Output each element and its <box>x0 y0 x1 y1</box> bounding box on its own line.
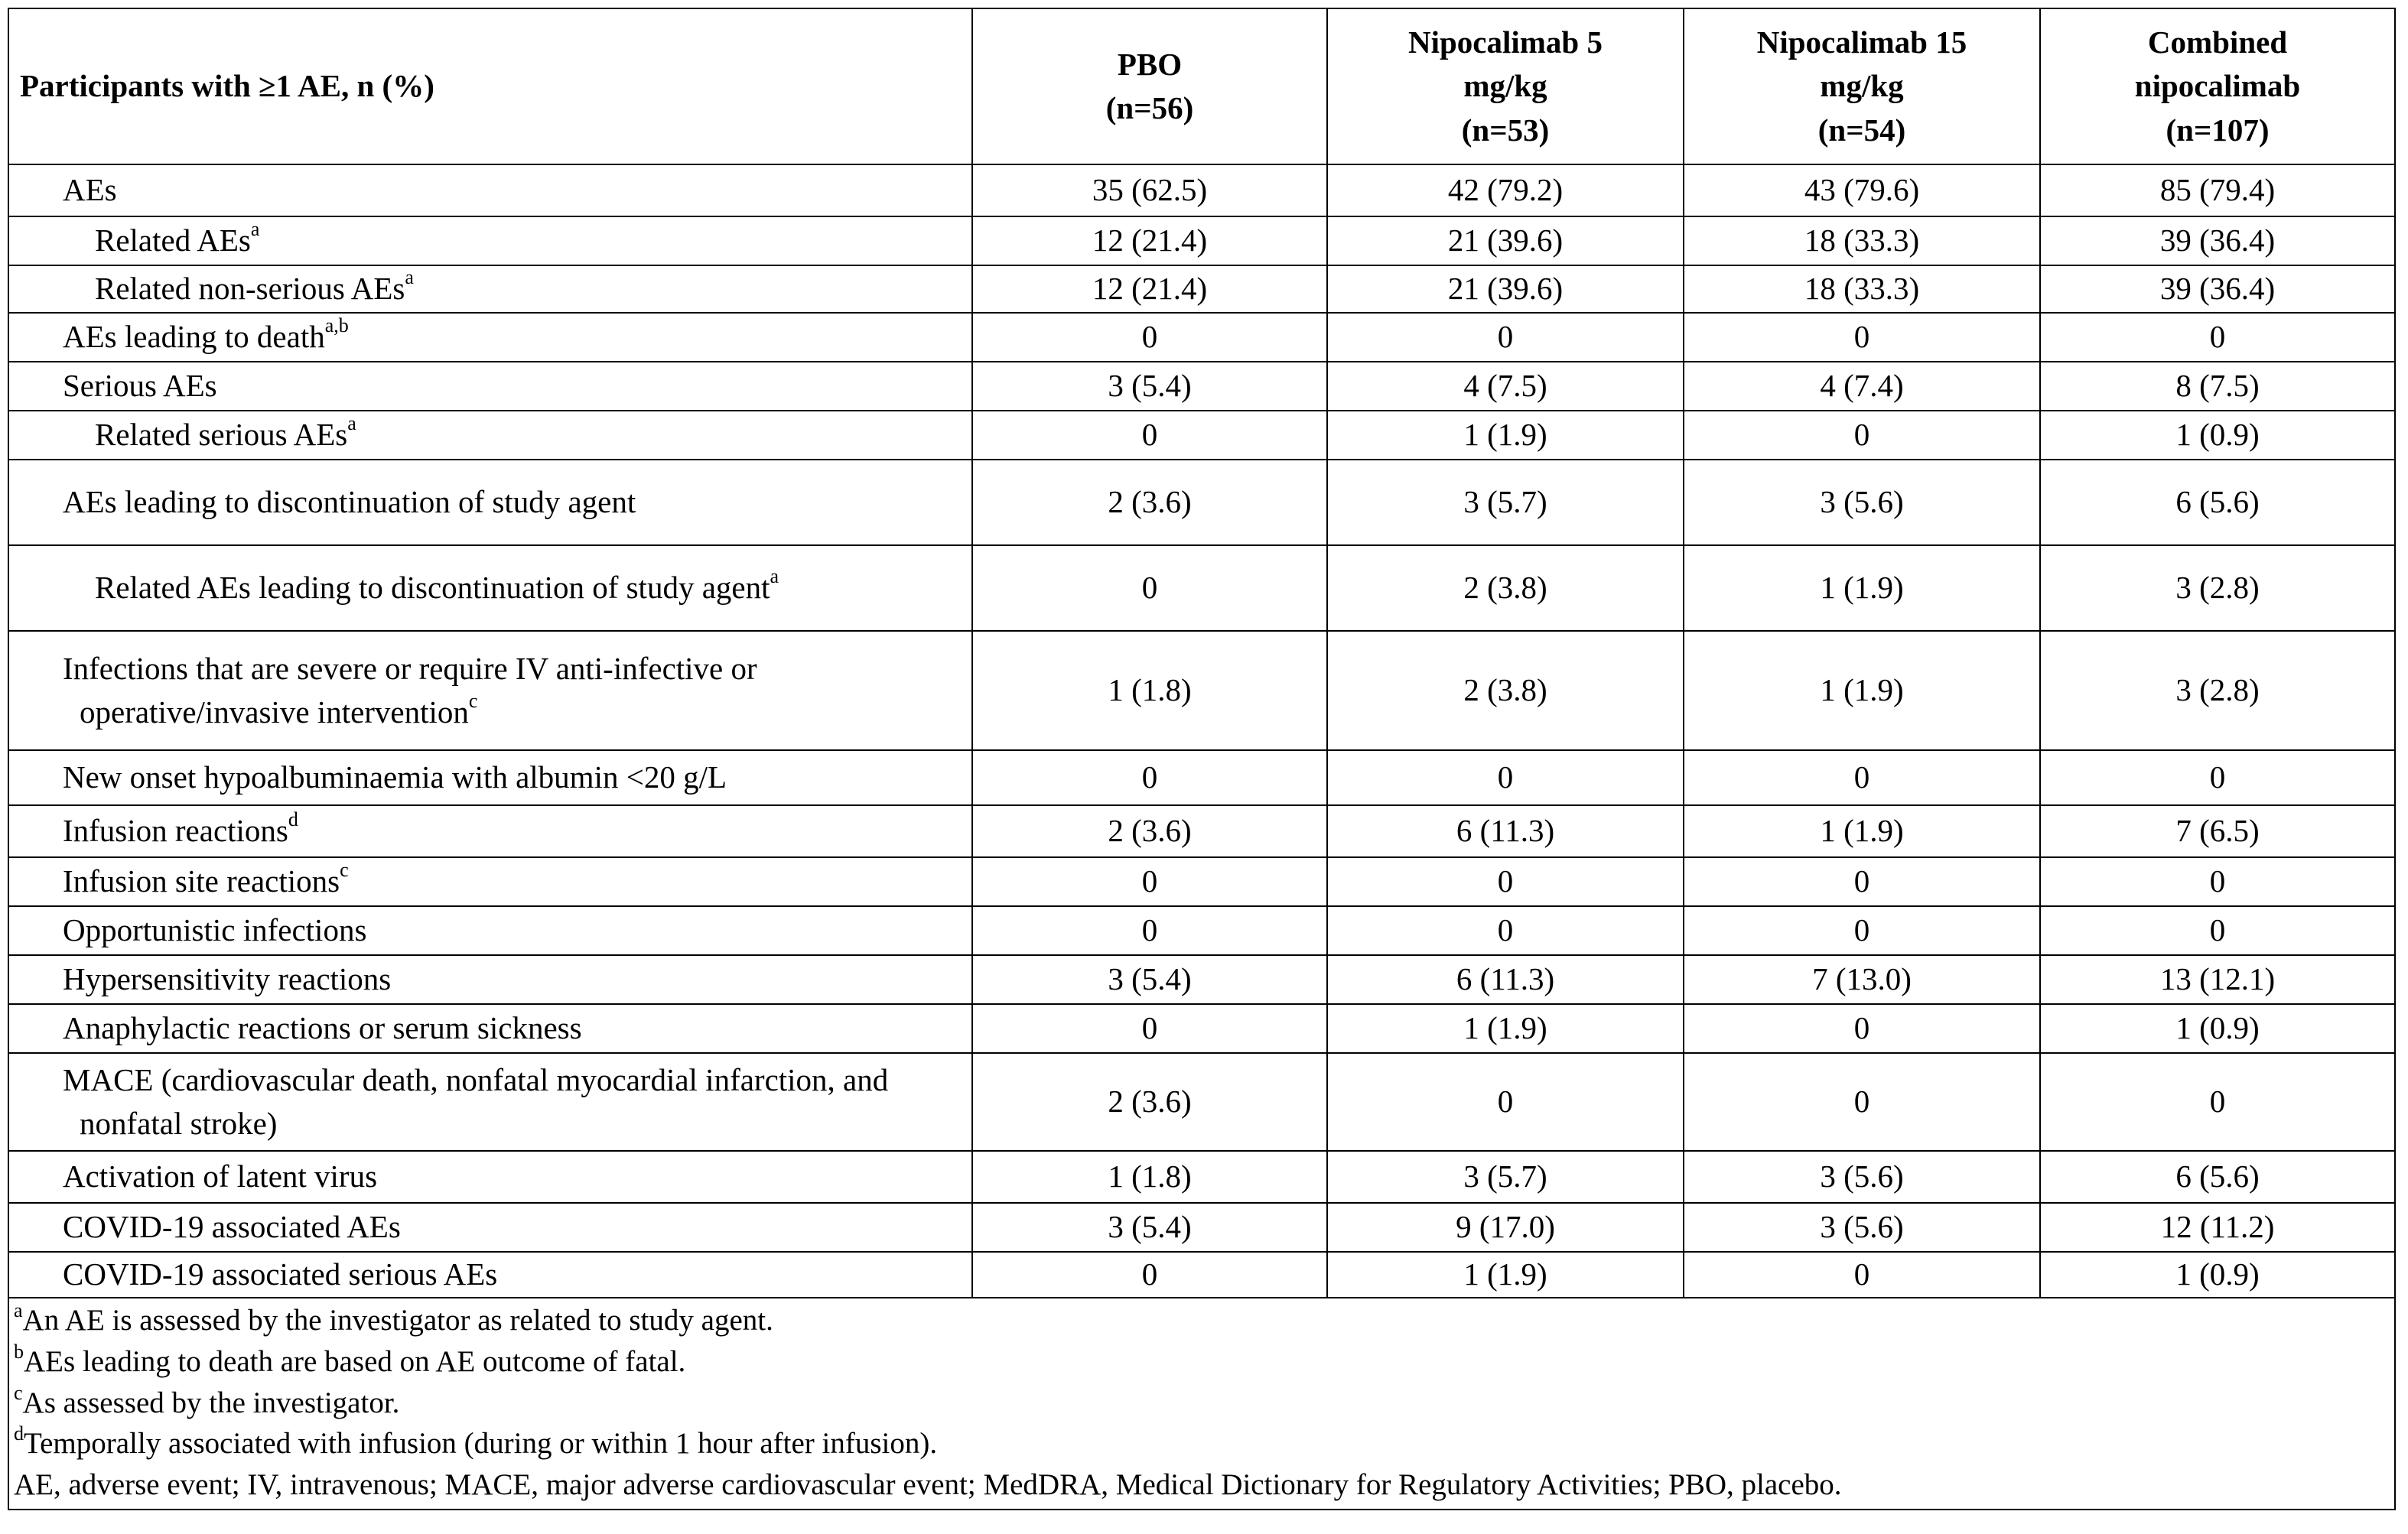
cell-value: 7 (6.5) <box>2040 805 2395 857</box>
footnote-text: Temporally associated with infusion (during or within 1 hour after infusion). <box>24 1427 938 1461</box>
cell-value: 1 (1.8) <box>972 631 1327 750</box>
row-label <box>8 164 972 216</box>
row-label <box>8 857 972 906</box>
table-row <box>8 1252 2395 1298</box>
cell-value: 0 <box>1684 1004 2040 1053</box>
cell-value: 85 (79.4) <box>2040 164 2395 216</box>
cell-value: 0 <box>1684 1252 2040 1298</box>
cell-value: 43 (79.6) <box>1684 164 2040 216</box>
cell-value: 0 <box>972 411 1327 460</box>
cell-value: 3 (5.6) <box>1684 1203 2040 1252</box>
footnote-marker: d <box>288 808 298 831</box>
header-participants: Participants with ≥1 AE, n (%) <box>8 8 972 164</box>
cell-value: 18 (33.3) <box>1684 265 2040 313</box>
header-nipocalimab-5 <box>1327 8 1684 164</box>
row-label-text: Anaphylactic reactions or serum sickness <box>63 1010 582 1046</box>
footnote-marker: d <box>14 1422 24 1445</box>
cell-value: 0 <box>972 857 1327 906</box>
row-label <box>8 460 972 545</box>
cell-value: 2 (3.6) <box>972 460 1327 545</box>
cell-value: 0 <box>1327 313 1684 362</box>
row-label-text: COVID-19 associated AEs <box>63 1209 401 1245</box>
footnote <box>14 1464 2390 1506</box>
cell-value: 18 (33.3) <box>1684 216 2040 265</box>
cell-value: 2 (3.6) <box>972 805 1327 857</box>
table-row <box>8 265 2395 313</box>
footnote-text: AE, adverse event; IV, intravenous; MACE, major adverse cardiovascular event; MedDRA, Medical Dictionary for Regulatory Activities; PBO, placebo. <box>14 1468 1842 1502</box>
footnote-marker: a <box>14 1299 23 1321</box>
header-line: (n=53) <box>1461 112 1550 148</box>
row-label <box>8 362 972 411</box>
footnote-text: As assessed by the investigator. <box>22 1386 400 1419</box>
cell-value: 1 (1.9) <box>1327 411 1684 460</box>
row-label-text: AEs <box>63 172 117 208</box>
row-label-text: Related serious AEs <box>95 417 348 453</box>
row-label-text: Opportunistic infections <box>63 912 367 948</box>
cell-value: 35 (62.5) <box>972 164 1327 216</box>
table-row <box>8 164 2395 216</box>
table-row <box>8 313 2395 362</box>
cell-value: 1 (1.9) <box>1684 631 2040 750</box>
cell-value: 9 (17.0) <box>1327 1203 1684 1252</box>
cell-value: 2 (3.8) <box>1327 545 1684 631</box>
cell-value: 0 <box>1684 1053 2040 1151</box>
row-label-text: Infusion reactions <box>63 813 288 849</box>
cell-value: 0 <box>1684 750 2040 805</box>
footnote-text: An AE is assessed by the investigator as related to study agent. <box>22 1304 773 1337</box>
table-row <box>8 1053 2395 1151</box>
cell-value: 1 (1.9) <box>1684 805 2040 857</box>
cell-value: 0 <box>1684 411 2040 460</box>
cell-value: 13 (12.1) <box>2040 955 2395 1004</box>
header-pbo <box>972 8 1327 164</box>
cell-value: 21 (39.6) <box>1327 265 1684 313</box>
cell-value: 0 <box>2040 857 2395 906</box>
footnote <box>14 1423 2390 1464</box>
cell-value: 12 (21.4) <box>972 216 1327 265</box>
footnote <box>14 1341 2390 1383</box>
footnote-marker: a <box>405 266 414 289</box>
cell-value: 0 <box>1684 313 2040 362</box>
cell-value: 6 (11.3) <box>1327 955 1684 1004</box>
cell-value: 4 (7.4) <box>1684 362 2040 411</box>
row-label-text: AEs leading to discontinuation of study agent <box>63 484 636 520</box>
header-line: Combined <box>2147 24 2288 60</box>
header-line: (n=54) <box>1817 112 1906 148</box>
cell-value: 8 (7.5) <box>2040 362 2395 411</box>
row-label-text: New onset hypoalbuminaemia with albumin <20 g/L <box>63 759 727 795</box>
header-line: nipocalimab <box>2134 68 2301 104</box>
row-label <box>8 1004 972 1053</box>
row-label <box>8 313 972 362</box>
cell-value: 12 (21.4) <box>972 265 1327 313</box>
row-label-text: Infections that are severe or require IV anti-infective or operative/invasive intervention <box>63 650 757 730</box>
cell-value: 1 (0.9) <box>2040 411 2395 460</box>
header-nipocalimab-15 <box>1684 8 2040 164</box>
cell-value: 0 <box>1327 750 1684 805</box>
row-label <box>8 750 972 805</box>
row-label-text: COVID-19 associated serious AEs <box>63 1256 498 1292</box>
footnote-marker: a <box>250 218 260 241</box>
cell-value: 0 <box>972 750 1327 805</box>
row-label <box>8 955 972 1004</box>
cell-value: 39 (36.4) <box>2040 265 2395 313</box>
table-row <box>8 1203 2395 1252</box>
cell-value: 3 (5.7) <box>1327 1151 1684 1203</box>
header-line: PBO <box>1117 46 1183 82</box>
footnote-marker: c <box>340 859 349 882</box>
cell-value: 12 (11.2) <box>2040 1203 2395 1252</box>
footnote-marker: c <box>468 690 478 712</box>
header-line: mg/kg <box>1820 68 1904 104</box>
row-label-text: Related non-serious AEs <box>95 271 405 307</box>
row-label-text: Infusion site reactions <box>63 863 340 899</box>
footnote <box>14 1383 2390 1424</box>
row-label-text: Activation of latent virus <box>63 1159 378 1194</box>
cell-value: 21 (39.6) <box>1327 216 1684 265</box>
row-label-text: Related AEs leading to discontinuation of study agent <box>95 570 770 606</box>
table-row <box>8 805 2395 857</box>
cell-value: 7 (13.0) <box>1684 955 2040 1004</box>
header-line: Nipocalimab 5 <box>1408 24 1603 60</box>
cell-value: 6 (5.6) <box>2040 460 2395 545</box>
cell-value: 3 (5.7) <box>1327 460 1684 545</box>
cell-value: 3 (5.6) <box>1684 460 2040 545</box>
cell-value: 1 (1.9) <box>1327 1252 1684 1298</box>
row-label-text: Hypersensitivity reactions <box>63 961 392 997</box>
table-row <box>8 1151 2395 1203</box>
table-row <box>8 906 2395 955</box>
row-label <box>8 265 972 313</box>
cell-value: 0 <box>972 1004 1327 1053</box>
row-label-text: MACE (cardiovascular death, nonfatal myocardial infarction, and nonfatal stroke) <box>63 1061 889 1141</box>
cell-value: 1 (1.9) <box>1684 545 2040 631</box>
cell-value: 3 (2.8) <box>2040 545 2395 631</box>
cell-value: 1 (0.9) <box>2040 1004 2395 1053</box>
cell-value: 1 (1.8) <box>972 1151 1327 1203</box>
table-row <box>8 411 2395 460</box>
footnote-marker: b <box>14 1340 24 1363</box>
table-row <box>8 631 2395 750</box>
row-label <box>8 631 972 750</box>
row-label-text: AEs leading to death <box>63 319 325 355</box>
cell-value: 0 <box>972 313 1327 362</box>
table-row <box>8 955 2395 1004</box>
cell-value: 6 (11.3) <box>1327 805 1684 857</box>
cell-value: 4 (7.5) <box>1327 362 1684 411</box>
footnote-marker: c <box>14 1381 23 1404</box>
cell-value: 2 (3.6) <box>972 1053 1327 1151</box>
header-combined <box>2040 8 2395 164</box>
cell-value: 0 <box>2040 1053 2395 1151</box>
cell-value: 0 <box>1327 857 1684 906</box>
footnote <box>14 1300 2390 1341</box>
cell-value: 0 <box>972 906 1327 955</box>
cell-value: 3 (5.4) <box>972 1203 1327 1252</box>
header-line: (n=56) <box>1105 90 1194 125</box>
header-line: Nipocalimab 15 <box>1756 24 1967 60</box>
cell-value: 42 (79.2) <box>1327 164 1684 216</box>
footnote-marker: a <box>770 565 779 588</box>
footnotes-row <box>8 1298 2395 1510</box>
footnote-text: AEs leading to death are based on AE outcome of fatal. <box>24 1344 686 1378</box>
cell-value: 1 (0.9) <box>2040 1252 2395 1298</box>
row-label-text: Related AEs <box>95 223 251 258</box>
table-row <box>8 1004 2395 1053</box>
table-row <box>8 545 2395 631</box>
cell-value: 0 <box>1327 1053 1684 1151</box>
cell-value: 39 (36.4) <box>2040 216 2395 265</box>
cell-value: 3 (5.4) <box>972 955 1327 1004</box>
table-row <box>8 460 2395 545</box>
adverse-events-table <box>8 8 2396 1510</box>
row-label <box>8 805 972 857</box>
row-label <box>8 216 972 265</box>
cell-value: 0 <box>2040 750 2395 805</box>
row-label <box>8 1203 972 1252</box>
footnotes <box>8 1298 2395 1510</box>
cell-value: 0 <box>1684 906 2040 955</box>
header-line: (n=107) <box>2166 112 2270 148</box>
row-label <box>8 411 972 460</box>
cell-value: 0 <box>972 545 1327 631</box>
row-label <box>8 545 972 631</box>
cell-value: 1 (1.9) <box>1327 1004 1684 1053</box>
table-row <box>8 216 2395 265</box>
cell-value: 3 (2.8) <box>2040 631 2395 750</box>
cell-value: 0 <box>972 1252 1327 1298</box>
footnote-marker: a <box>347 412 356 435</box>
table-row <box>8 750 2395 805</box>
cell-value: 3 (5.6) <box>1684 1151 2040 1203</box>
header-line: mg/kg <box>1463 68 1547 104</box>
cell-value: 2 (3.8) <box>1327 631 1684 750</box>
cell-value: 6 (5.6) <box>2040 1151 2395 1203</box>
table-row <box>8 857 2395 906</box>
row-label <box>8 1151 972 1203</box>
cell-value: 0 <box>2040 906 2395 955</box>
row-label-text: Serious AEs <box>63 368 217 404</box>
cell-value: 0 <box>1327 906 1684 955</box>
cell-value: 0 <box>2040 313 2395 362</box>
cell-value: 3 (5.4) <box>972 362 1327 411</box>
footnote-marker: a,b <box>324 314 349 337</box>
table-row <box>8 362 2395 411</box>
cell-value: 0 <box>1684 857 2040 906</box>
row-label <box>8 1053 972 1151</box>
header-row <box>8 8 2395 164</box>
row-label <box>8 906 972 955</box>
row-label <box>8 1252 972 1298</box>
